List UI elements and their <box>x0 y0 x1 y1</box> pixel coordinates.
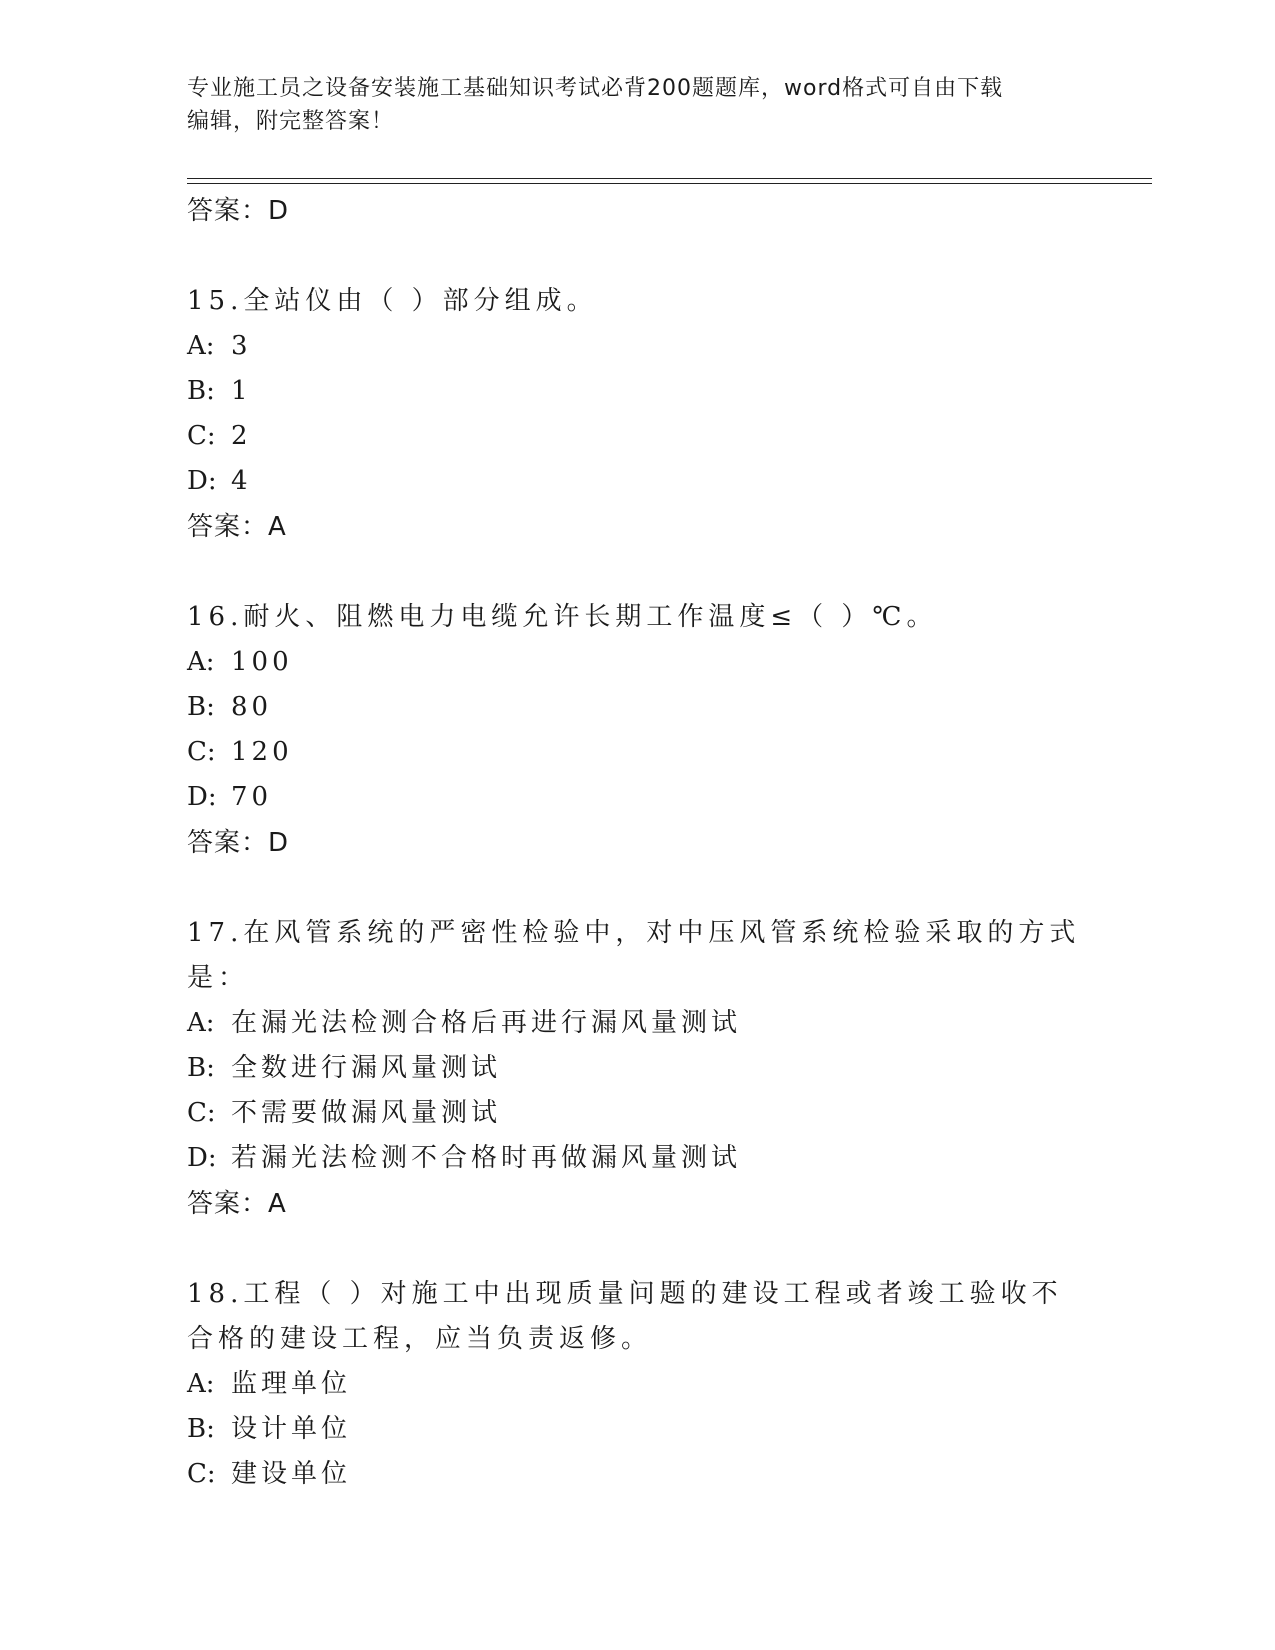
option-letter: C: <box>187 737 216 767</box>
option-text: 3 <box>231 331 252 361</box>
option-text: 全数进行漏风量测试 <box>231 1053 502 1083</box>
option-letter: A: <box>187 331 215 361</box>
option-text: 2 <box>231 421 252 451</box>
header-rule-bottom <box>187 183 1152 184</box>
option-c <box>187 730 1087 775</box>
question-text: 16.耐火、阻燃电力电缆允许长期工作温度≤（ ）℃。 <box>187 602 938 632</box>
option-a <box>187 640 1087 685</box>
option-text: 在漏光法检测合格后再进行漏风量测试 <box>231 1008 742 1038</box>
option-letter: B: <box>187 692 215 722</box>
answer-line: 答案：D <box>187 828 290 858</box>
question-block <box>187 1272 1087 1497</box>
option-letter: D: <box>187 782 217 812</box>
option-text: 监理单位 <box>231 1369 352 1399</box>
option-d <box>187 775 1087 820</box>
option-a <box>187 1362 1087 1407</box>
option-text: 设计单位 <box>231 1414 352 1444</box>
option-letter: D: <box>187 1143 217 1173</box>
option-c <box>187 1091 1087 1136</box>
document-header <box>187 72 1067 138</box>
option-c <box>187 414 1087 459</box>
option-a <box>187 324 1087 369</box>
option-b <box>187 685 1087 730</box>
question-block <box>187 595 1087 866</box>
option-text: 100 <box>231 647 293 677</box>
option-letter: B: <box>187 1053 215 1083</box>
answer-line: 答案：A <box>187 1189 287 1219</box>
answer-line: 答案：A <box>187 512 287 542</box>
answer-line: 答案：D <box>187 196 290 226</box>
option-d <box>187 459 1087 504</box>
option-letter: A: <box>187 1008 215 1038</box>
option-letter: B: <box>187 1414 215 1444</box>
option-letter: C: <box>187 1459 216 1489</box>
option-text: 1 <box>231 376 252 406</box>
option-text: 80 <box>231 692 273 722</box>
option-a <box>187 1001 1087 1046</box>
option-b <box>187 1046 1087 1091</box>
option-letter: A: <box>187 647 215 677</box>
option-letter: A: <box>187 1369 215 1399</box>
option-d <box>187 1136 1087 1181</box>
option-text: 70 <box>231 782 273 812</box>
option-b <box>187 369 1087 414</box>
question-block <box>187 279 1087 550</box>
option-b <box>187 1407 1087 1452</box>
header-rule-top <box>187 178 1152 179</box>
question-text: 17.在风管系统的严密性检验中，对中压风管系统检验采取的方式是： <box>187 918 1081 993</box>
question-text: 18.工程（ ）对施工中出现质量问题的建设工程或者竣工验收不合格的建设工程，应当负责返修。 <box>187 1279 1063 1354</box>
option-c <box>187 1452 1087 1497</box>
option-letter: B: <box>187 376 215 406</box>
document-body <box>187 188 1087 1497</box>
option-letter: D: <box>187 466 217 496</box>
option-text: 不需要做漏风量测试 <box>231 1098 502 1128</box>
header-line-2: 编辑，附完整答案！ <box>187 109 395 134</box>
question-block <box>187 911 1087 1227</box>
option-text: 建设单位 <box>231 1459 352 1489</box>
option-text: 若漏光法检测不合格时再做漏风量测试 <box>231 1143 742 1173</box>
option-letter: C: <box>187 1098 216 1128</box>
header-line-1: 专业施工员之设备安装施工基础知识考试必背200题题库，word格式可自由下载 <box>187 76 1004 101</box>
option-text: 120 <box>231 737 293 767</box>
option-text: 4 <box>231 466 252 496</box>
question-text: 15.全站仪由（ ）部分组成。 <box>187 286 598 316</box>
option-letter: C: <box>187 421 216 451</box>
